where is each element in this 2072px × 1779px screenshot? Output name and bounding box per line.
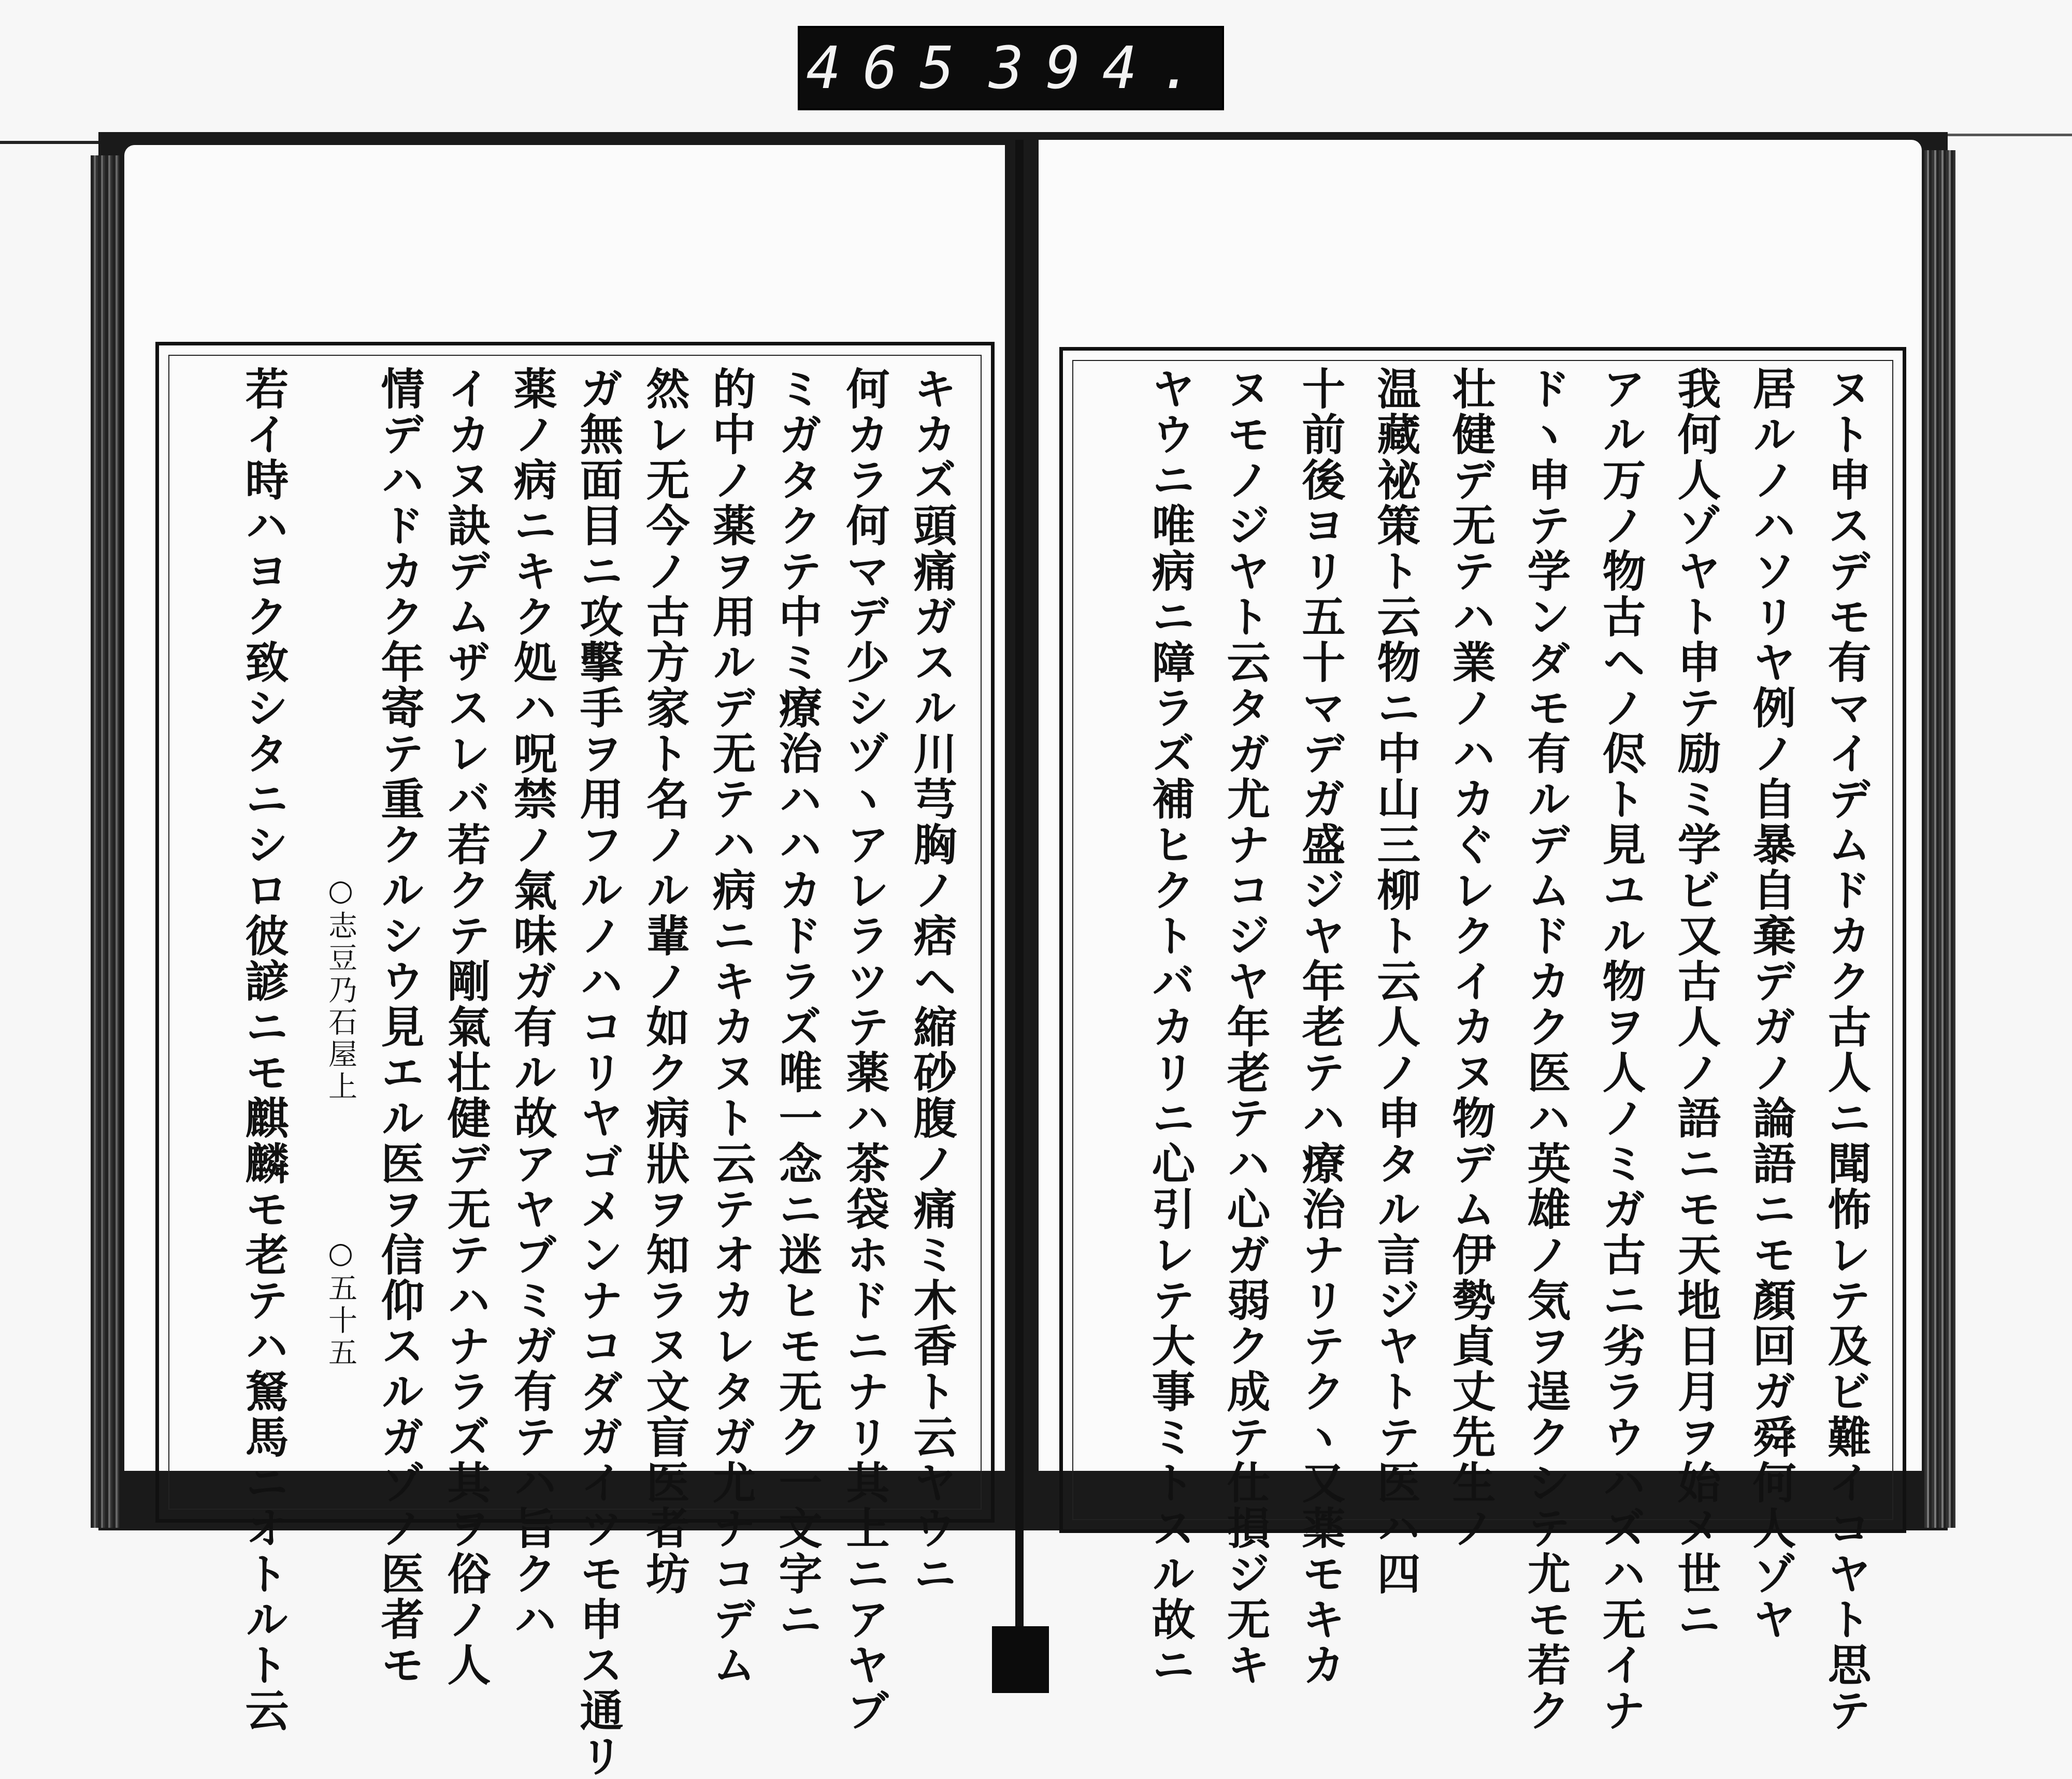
text-column: 壮健デ无テハ業ノハカぐレクイカヌ物デム伊勢貞丈先生ノ bbox=[1445, 366, 1497, 1551]
text-column: ドヽ申テ学ンダモ有ルデムドカク医ハ英雄ノ気ヲ逞クシテ尤モ若ク bbox=[1520, 366, 1572, 1733]
page-edges-right bbox=[1924, 150, 1955, 1528]
margin-folio: ○五十五 bbox=[324, 1236, 357, 1369]
catalog-label bbox=[798, 26, 1224, 110]
catalog-number-left: 465 bbox=[806, 34, 976, 102]
text-column: ヌモノジヤト云タガ尤ナコジヤ年老テハ心ガ弱ク成テ仕損ジ无キ bbox=[1220, 366, 1271, 1688]
text-column: 居ルノハソリヤ例ノ自暴自棄デガノ論語ニモ顏回ガ舜何人ゾヤ bbox=[1746, 366, 1797, 1642]
right-text-frame bbox=[1059, 347, 1906, 1733]
text-column: 然レ无今ノ古方家ト名ノル輩ノ如ク病狀ヲ知ラヌ文盲医者坊 bbox=[639, 366, 690, 1597]
text-column: キカズ頭痛ガスル川芎胸ノ痞ヘ縮砂腹ノ痛ミ木香ト云ヤウニ bbox=[906, 366, 958, 1597]
left-text-frame bbox=[155, 342, 995, 1779]
text-column: 的中ノ薬ヲ用ルデ无テハ病ニキカヌト云テオカレタガ尤ナコデム bbox=[706, 366, 757, 1688]
book-gutter bbox=[1015, 140, 1024, 1642]
catalog-number-right: 394. bbox=[989, 34, 1216, 102]
text-column: 十前後ヨリ五十マデガ盛ジヤ年老テハ療治ナリテクヽ又薬モキカ bbox=[1295, 366, 1346, 1688]
text-column: ヤウニ唯病ニ障ラズ補ヒクトバカリニ心引レテ大事ミトスル故ニ bbox=[1145, 366, 1196, 1688]
text-column: アル万ノ物古ヘノ侭ト見ユル物ヲ人ノミガ古ニ劣ラウハズハ无イナ bbox=[1595, 366, 1647, 1733]
text-column: 我何人ゾヤト申テ励ミ学ビ又古人ノ語ニモ天地日月ヲ始メ世ニ bbox=[1671, 366, 1722, 1642]
scan-edge-line bbox=[0, 141, 98, 144]
text-column: 薬ノ病ニキク処ハ呪禁ノ氣味ガ有ル故アヤブミガ有テハ旨クハ bbox=[507, 366, 558, 1642]
gutter-clip bbox=[992, 1626, 1049, 1693]
text-column: ガ無面目ニ攻擊手ヲ用フルノハコリヤゴメンナコダガイツモ申ス通リ bbox=[573, 366, 624, 1779]
margin-title: ○志豆乃石屋上 bbox=[324, 874, 357, 1103]
page-edges-left bbox=[91, 155, 119, 1528]
text-column: ヌト申スデモ有マイデムドカク古人ニ聞怖レテ及ビ難イコヤト思テ bbox=[1821, 366, 1872, 1733]
text-column: 温藏祕策ト云物ニ中山三柳ト云人ノ申タル言ジヤトテ医ハ四 bbox=[1370, 366, 1421, 1597]
text-column: イカヌ訣デムザスレバ若クテ剛氣壮健デ无テハナラズ其ヲ俗ノ人 bbox=[440, 366, 492, 1688]
text-column: 情デハドカク年寄テ重クルシウ見エル医ヲ信仰スルガゾノ医者モ bbox=[374, 366, 425, 1688]
text-column: 若イ時ハヨク致シタニシロ彼諺ニモ麒麟モ老テハ駑馬ニオトルト云 bbox=[238, 366, 290, 1733]
text-column: ミガタクテ中ミ療治ハハカドラズ唯一念ニ迷ヒモ无ク一文字ニ bbox=[772, 366, 823, 1642]
text-column: 何カラ何マデ少シヅヽアレラツテ薬ハ茶袋ホドニナリ其上ニアヤブ bbox=[839, 366, 890, 1733]
